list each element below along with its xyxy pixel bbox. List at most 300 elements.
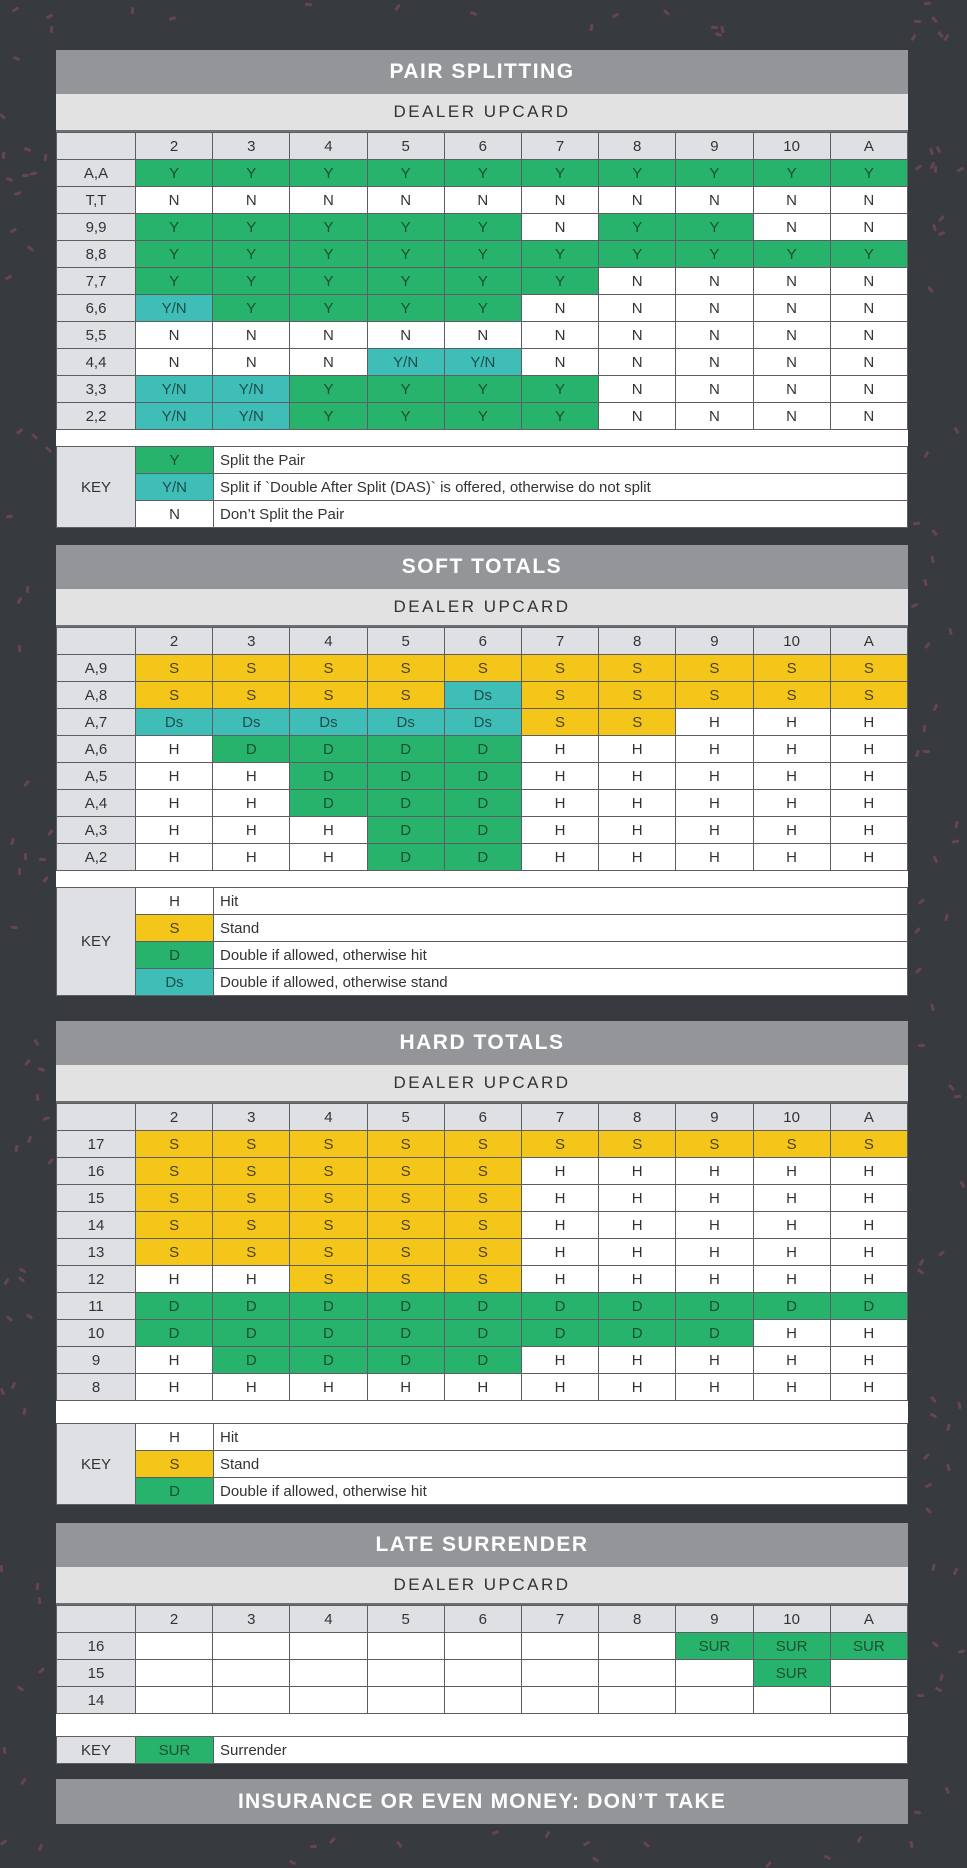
table-row [57, 709, 908, 736]
speckle [931, 1564, 936, 1572]
speckle [6, 514, 13, 517]
action-cell: Y [521, 403, 598, 430]
key-description: Don’t Split the Pair [214, 501, 908, 528]
table-row [57, 1374, 908, 1401]
table-row [57, 160, 908, 187]
action-cell: D [444, 790, 521, 817]
action-cell: N [599, 187, 676, 214]
action-cell: S [444, 1185, 521, 1212]
action-cell: S [290, 1239, 367, 1266]
action-cell [676, 1687, 753, 1714]
action-cell: D [290, 1293, 367, 1320]
table-row [57, 349, 908, 376]
key-swatch: S [136, 1451, 214, 1478]
action-cell: N [830, 268, 907, 295]
key-row [57, 474, 908, 501]
action-cell: S [367, 1266, 444, 1293]
column-header-row [57, 1606, 908, 1633]
corner-cell [57, 133, 136, 160]
speckle [169, 17, 177, 22]
action-cell: Y [213, 295, 290, 322]
spacer [56, 1401, 908, 1423]
table-row [57, 817, 908, 844]
action-cell: Y [136, 160, 213, 187]
action-cell: N [830, 187, 907, 214]
action-cell: S [367, 1131, 444, 1158]
action-cell: N [213, 187, 290, 214]
action-cell: H [599, 817, 676, 844]
hand-label: A,2 [57, 844, 136, 871]
action-cell: N [599, 268, 676, 295]
action-cell: N [136, 187, 213, 214]
action-cell: H [676, 736, 753, 763]
action-cell: Y [290, 295, 367, 322]
speckle [937, 1250, 944, 1257]
table-row [57, 1239, 908, 1266]
action-cell: SUR [753, 1633, 830, 1660]
dealer-card-header: 4 [290, 1104, 367, 1131]
action-cell: H [213, 844, 290, 871]
panel-title: SOFT TOTALS [56, 545, 908, 589]
speckle [0, 1388, 5, 1396]
action-cell: N [753, 376, 830, 403]
action-cell: S [136, 682, 213, 709]
action-cell: H [676, 817, 753, 844]
action-cell: S [367, 1239, 444, 1266]
action-cell: H [676, 709, 753, 736]
action-cell: D [213, 1320, 290, 1347]
dealer-card-header: 5 [367, 628, 444, 655]
hand-label: 7,7 [57, 268, 136, 295]
action-cell: H [599, 1212, 676, 1239]
table-row [57, 1347, 908, 1374]
key-swatch: H [136, 888, 214, 915]
action-cell: Ds [290, 709, 367, 736]
action-cell: N [753, 214, 830, 241]
dealer-card-header: 10 [753, 133, 830, 160]
action-cell [444, 1687, 521, 1714]
panel-title: PAIR SPLITTING [56, 50, 908, 94]
action-cell [136, 1660, 213, 1687]
action-cell: H [599, 790, 676, 817]
speckle [470, 11, 478, 16]
action-cell: D [136, 1293, 213, 1320]
dealer-card-header: 8 [599, 628, 676, 655]
action-cell: H [830, 844, 907, 871]
action-cell: N [521, 187, 598, 214]
action-cell: S [444, 1158, 521, 1185]
action-cell [753, 1687, 830, 1714]
action-cell: N [444, 187, 521, 214]
speckle [50, 26, 53, 33]
speckle [14, 191, 22, 196]
key-description: Stand [214, 915, 908, 942]
speckle [38, 1596, 42, 1603]
table-row [57, 844, 908, 871]
action-cell: D [290, 1347, 367, 1374]
action-cell: N [599, 295, 676, 322]
action-cell: S [290, 1212, 367, 1239]
speckle [930, 1412, 938, 1418]
speckle [394, 4, 401, 11]
action-cell: N [676, 403, 753, 430]
action-cell: S [290, 1158, 367, 1185]
dealer-card-header: 4 [290, 133, 367, 160]
action-cell: N [830, 214, 907, 241]
action-cell: H [753, 1347, 830, 1374]
action-cell: Y [676, 214, 753, 241]
action-cell: Y/N [136, 403, 213, 430]
action-cell: H [753, 1185, 830, 1212]
speckle [2, 152, 5, 159]
speckle [938, 215, 945, 222]
action-cell: Y [367, 160, 444, 187]
action-cell: N [599, 322, 676, 349]
action-cell: H [830, 1266, 907, 1293]
action-cell: Y [367, 214, 444, 241]
table-row [57, 268, 908, 295]
corner-cell [57, 628, 136, 655]
dealer-card-header: 8 [599, 1606, 676, 1633]
action-cell: N [136, 322, 213, 349]
key-row [57, 942, 908, 969]
action-cell: Y/N [367, 349, 444, 376]
action-cell: H [521, 1158, 598, 1185]
action-cell: H [676, 1185, 753, 1212]
hand-label: 4,4 [57, 349, 136, 376]
action-cell: Y [444, 376, 521, 403]
action-cell: H [599, 844, 676, 871]
action-cell: N [830, 349, 907, 376]
action-cell [521, 1687, 598, 1714]
speckle [583, 1840, 591, 1846]
action-cell: H [753, 1239, 830, 1266]
key-description: Double if allowed, otherwise hit [214, 942, 908, 969]
speckle [957, 167, 965, 173]
speckle [16, 429, 23, 436]
action-cell: H [753, 817, 830, 844]
speckle [15, 1145, 19, 1152]
action-cell: D [290, 1320, 367, 1347]
dealer-card-header: 2 [136, 133, 213, 160]
speckle [26, 1313, 33, 1319]
action-cell: S [676, 682, 753, 709]
action-cell: Ds [444, 709, 521, 736]
dealer-upcard-label: DEALER UPCARD [56, 1567, 908, 1605]
action-cell: S [136, 1185, 213, 1212]
speckle [0, 113, 6, 120]
action-cell: H [521, 1239, 598, 1266]
action-cell: S [213, 655, 290, 682]
speckle [589, 24, 593, 31]
action-cell: H [753, 763, 830, 790]
speckle [13, 56, 21, 61]
action-cell: Y [521, 376, 598, 403]
action-cell: S [136, 1212, 213, 1239]
action-cell [676, 1660, 753, 1687]
action-cell: N [213, 349, 290, 376]
speckle [10, 227, 18, 233]
hand-label: 16 [57, 1633, 136, 1660]
action-cell [444, 1633, 521, 1660]
speckle [915, 164, 922, 171]
key-label: KEY [57, 1737, 136, 1764]
action-cell: Y [213, 160, 290, 187]
action-cell: H [213, 817, 290, 844]
table-row [57, 1293, 908, 1320]
speckle [18, 868, 21, 875]
hand-label: A,3 [57, 817, 136, 844]
table-row [57, 655, 908, 682]
action-cell: N [753, 268, 830, 295]
speckle [43, 1115, 51, 1120]
dealer-upcard-label: DEALER UPCARD [56, 589, 908, 627]
speckle [17, 645, 21, 652]
insurance-banner: INSURANCE OR EVEN MONEY: DON’T TAKE [56, 1779, 908, 1824]
speckle [914, 927, 921, 934]
action-cell: Y [444, 160, 521, 187]
action-cell: H [136, 1266, 213, 1293]
column-header-row [57, 1104, 908, 1131]
hand-label: 9 [57, 1347, 136, 1374]
action-cell: SUR [676, 1633, 753, 1660]
spacer [56, 1714, 908, 1736]
action-cell: H [521, 1374, 598, 1401]
speckle [289, 1859, 297, 1865]
action-cell: D [367, 790, 444, 817]
speckle [39, 858, 46, 861]
action-cell: Y [213, 214, 290, 241]
hand-label: 8,8 [57, 241, 136, 268]
action-cell: D [521, 1320, 598, 1347]
soft-totals-panel [56, 545, 908, 996]
action-cell: S [599, 709, 676, 736]
action-cell: H [676, 1266, 753, 1293]
action-cell: H [367, 1374, 444, 1401]
action-cell: H [599, 736, 676, 763]
speckle [611, 13, 619, 19]
action-cell: D [444, 1320, 521, 1347]
dealer-card-header: 7 [521, 628, 598, 655]
action-cell: S [290, 1185, 367, 1212]
key-row [57, 888, 908, 915]
speckle [909, 1841, 913, 1848]
speckle [952, 840, 959, 844]
action-cell: S [676, 1131, 753, 1158]
speckle [948, 628, 952, 635]
action-cell: D [444, 763, 521, 790]
action-cell: S [444, 1212, 521, 1239]
action-cell: S [521, 682, 598, 709]
hard-totals-panel [56, 1021, 908, 1505]
hand-label: 2,2 [57, 403, 136, 430]
action-cell: D [521, 1293, 598, 1320]
action-cell: N [676, 376, 753, 403]
corner-cell [57, 1104, 136, 1131]
table-row [57, 1320, 908, 1347]
action-cell: S [367, 1212, 444, 1239]
action-cell: N [444, 322, 521, 349]
speckle [918, 1044, 925, 1047]
hand-label: 17 [57, 1131, 136, 1158]
action-cell: H [676, 844, 753, 871]
action-cell: S [367, 655, 444, 682]
hand-label: 11 [57, 1293, 136, 1320]
action-cell: S [213, 1131, 290, 1158]
speckle [917, 1268, 924, 1275]
hand-label: 14 [57, 1212, 136, 1239]
dealer-card-header: A [830, 133, 907, 160]
speckle [43, 154, 47, 161]
action-cell: H [444, 1374, 521, 1401]
speckle [915, 750, 920, 758]
action-cell: N [753, 349, 830, 376]
table-row [57, 1131, 908, 1158]
action-cell [367, 1660, 444, 1687]
dealer-upcard-label: DEALER UPCARD [56, 94, 908, 132]
action-cell: S [521, 709, 598, 736]
speckle [924, 642, 931, 649]
action-cell: S [830, 1131, 907, 1158]
key-swatch: H [136, 1424, 214, 1451]
action-cell: N [830, 322, 907, 349]
speckle [11, 925, 18, 929]
dealer-card-header: 5 [367, 133, 444, 160]
action-cell: D [444, 736, 521, 763]
table-row [57, 1266, 908, 1293]
action-cell: D [213, 736, 290, 763]
dealer-card-header: 3 [213, 1606, 290, 1633]
column-header-row [57, 628, 908, 655]
key-row [57, 447, 908, 474]
action-cell: H [753, 1374, 830, 1401]
strategy-table [56, 1605, 908, 1714]
action-cell: H [830, 1185, 907, 1212]
action-cell: Y/N [213, 376, 290, 403]
action-cell: S [830, 655, 907, 682]
action-cell: Y [290, 241, 367, 268]
action-cell: H [676, 763, 753, 790]
action-cell: H [830, 1158, 907, 1185]
spacer [56, 430, 908, 446]
action-cell: N [599, 376, 676, 403]
action-cell: H [830, 1374, 907, 1401]
table-row [57, 295, 908, 322]
action-cell [830, 1660, 907, 1687]
key-description: Double if allowed, otherwise stand [214, 969, 908, 996]
key-description: Double if allowed, otherwise hit [214, 1478, 908, 1505]
action-cell: SUR [753, 1660, 830, 1687]
action-cell: H [599, 763, 676, 790]
action-cell: H [521, 1185, 598, 1212]
table-row [57, 790, 908, 817]
dealer-card-header: 3 [213, 1104, 290, 1131]
action-cell [213, 1687, 290, 1714]
dealer-card-header: 10 [753, 1606, 830, 1633]
action-cell: H [521, 1212, 598, 1239]
table-row [57, 1687, 908, 1714]
dealer-card-header: 4 [290, 1606, 367, 1633]
action-cell: H [830, 736, 907, 763]
column-header-row [57, 133, 908, 160]
action-cell: D [367, 844, 444, 871]
hand-label: 13 [57, 1239, 136, 1266]
action-cell: H [136, 1374, 213, 1401]
action-cell: Y [444, 268, 521, 295]
key-label: KEY [57, 1424, 136, 1505]
action-cell: N [676, 187, 753, 214]
key-label: KEY [57, 888, 136, 996]
key-description: Surrender [214, 1737, 908, 1764]
action-cell: H [753, 844, 830, 871]
action-cell: Y [753, 160, 830, 187]
action-cell: H [830, 1212, 907, 1239]
strategy-table [56, 1103, 908, 1401]
action-cell: D [753, 1293, 830, 1320]
action-cell: Ds [444, 682, 521, 709]
table-row [57, 1660, 908, 1687]
dealer-card-header: 3 [213, 628, 290, 655]
action-cell: N [753, 403, 830, 430]
table-row [57, 736, 908, 763]
action-cell: Y [753, 241, 830, 268]
key-swatch: S [136, 915, 214, 942]
dealer-card-header: 6 [444, 628, 521, 655]
speckle [36, 1583, 40, 1590]
action-cell: S [290, 1131, 367, 1158]
strategy-table [56, 132, 908, 430]
action-cell: H [521, 844, 598, 871]
action-cell: Y [444, 214, 521, 241]
dealer-card-header: 6 [444, 1606, 521, 1633]
key-description: Hit [214, 888, 908, 915]
speckle [946, 1464, 951, 1472]
action-cell: H [213, 1266, 290, 1293]
action-cell: H [753, 1158, 830, 1185]
speckle [663, 9, 670, 16]
action-cell: D [367, 1320, 444, 1347]
action-cell: H [676, 1212, 753, 1239]
action-cell: D [676, 1320, 753, 1347]
dealer-card-header: A [830, 1104, 907, 1131]
speckle [45, 447, 52, 454]
speckle [17, 1685, 24, 1691]
speckle [931, 529, 938, 536]
speckle [765, 1860, 772, 1867]
action-cell: H [136, 844, 213, 871]
action-cell: H [830, 790, 907, 817]
speckle [711, 25, 718, 28]
action-cell: H [136, 1347, 213, 1374]
speckle [939, 1674, 944, 1682]
dealer-card-header: A [830, 1606, 907, 1633]
action-cell: S [290, 682, 367, 709]
action-cell [521, 1660, 598, 1687]
table-row [57, 1185, 908, 1212]
action-cell: S [444, 655, 521, 682]
speckle [923, 451, 929, 459]
action-cell: S [136, 1131, 213, 1158]
speckle [948, 1084, 955, 1091]
speckle [36, 1094, 40, 1101]
speckle [944, 1787, 949, 1795]
speckle [38, 1843, 43, 1851]
action-cell: S [676, 655, 753, 682]
action-cell: H [676, 1347, 753, 1374]
speckle [47, 829, 54, 836]
hand-label: 14 [57, 1687, 136, 1714]
action-cell: H [136, 790, 213, 817]
